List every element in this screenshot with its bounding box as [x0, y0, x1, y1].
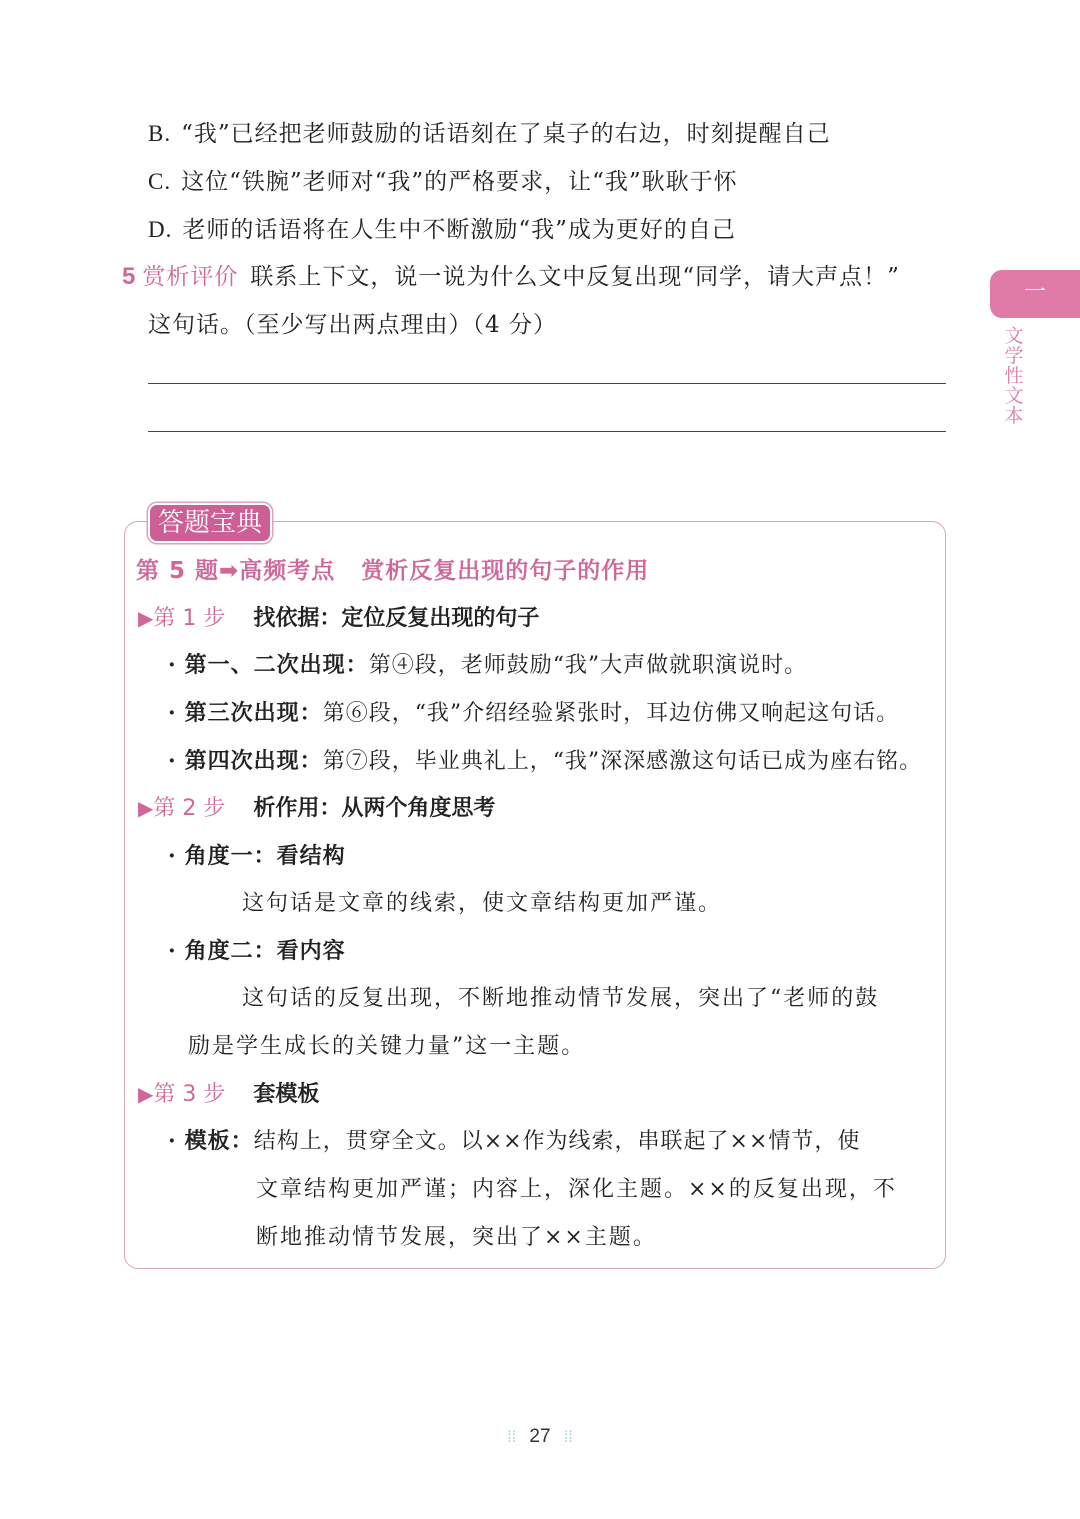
bullet-icon: ·	[168, 700, 177, 726]
option-letter: C.	[148, 169, 172, 194]
step-text: 析作用：从两个角度思考	[253, 796, 496, 821]
item-head: 第三次出现：	[184, 701, 323, 726]
triangle-icon: ▶	[138, 796, 154, 820]
question-number: 5	[122, 263, 137, 290]
list-item	[168, 696, 899, 727]
item-text: 第⑦段，毕业典礼上，“我”深深感激这句话已成为座右铭。	[322, 749, 923, 774]
triangle-icon: ▶	[138, 1082, 154, 1106]
topic-heading	[136, 552, 649, 585]
triangle-icon: ▶	[138, 606, 154, 630]
topic-right: 赏析反复出现的句子的作用	[361, 558, 650, 584]
template-line-2: 文章结构更加严谨；内容上，深化主题。××的反复出现，不	[256, 1177, 897, 1202]
option-text: 这位“铁腕”老师对“我”的严格要求，让“我”耿耿于怀	[181, 169, 738, 195]
bullet-icon: ·	[168, 938, 177, 964]
angle-1	[168, 839, 346, 870]
option-c	[148, 163, 738, 196]
template-head: 模板：	[184, 1129, 254, 1154]
template-line-3: 断地推动情节发展，突出了××主题。	[256, 1225, 657, 1250]
angle-head: 角度二：看内容	[184, 939, 346, 964]
angle-2	[168, 934, 346, 965]
item-head: 第四次出现：	[184, 749, 323, 774]
topic-left: 第 5 题➡高频考点	[136, 558, 336, 584]
section-label: 文学性文本	[1004, 325, 1024, 427]
question-text-line2: 这句话。（至少写出两点理由）（4 分）	[148, 312, 557, 338]
bullet-icon: ·	[168, 652, 177, 678]
angle-1-text: 这句话是文章的线索，使文章结构更加严谨。	[242, 891, 723, 916]
step-text: 套模板	[253, 1082, 320, 1107]
option-d	[148, 211, 736, 244]
step-2	[138, 791, 495, 822]
angle-head: 角度一：看结构	[184, 844, 346, 869]
angle-2-text-line2: 励是学生成长的关键力量”这一主题。	[188, 1034, 586, 1059]
answer-guide-title: 答题宝典	[148, 503, 272, 543]
page-deco-right-icon: ⁞⁞	[563, 1429, 573, 1446]
step-label: 第 1 步	[153, 606, 226, 631]
bullet-icon: ·	[168, 843, 177, 869]
bullet-icon: ·	[168, 748, 177, 774]
angle-2-text-line1: 这句话的反复出现，不断地推动情节发展，突出了“老师的鼓	[242, 986, 880, 1011]
step-label: 第 3 步	[153, 1082, 226, 1107]
option-letter: B.	[148, 121, 172, 146]
section-tab[interactable]: 一	[990, 270, 1080, 318]
page-number: 27	[529, 1426, 551, 1447]
item-head: 第一、二次出现：	[184, 653, 369, 678]
question-tag: 赏析评价	[142, 264, 239, 290]
answer-line-2[interactable]	[148, 431, 946, 432]
step-1	[138, 601, 539, 632]
list-item	[168, 744, 922, 775]
option-text: 老师的话语将在人生中不断激励“我”成为更好的自己	[182, 217, 736, 243]
option-b	[148, 115, 831, 148]
step-3	[138, 1077, 319, 1108]
question-5	[122, 258, 900, 291]
template-text: 结构上，贯穿全文。以××作为线索，串联起了××情节，使	[253, 1129, 861, 1154]
option-text: “我”已经把老师鼓励的话语刻在了桌子的右边，时刻提醒自己	[181, 121, 831, 147]
option-letter: D.	[148, 217, 173, 242]
list-item	[168, 648, 807, 679]
step-text: 找依据：定位反复出现的句子	[253, 606, 540, 631]
page-deco-left-icon: ⁞⁞	[507, 1429, 517, 1446]
template-line-1	[168, 1124, 860, 1155]
item-text: 第⑥段，“我”介绍经验紧张时，耳边仿佛又响起这句话。	[322, 701, 900, 726]
bullet-icon: ·	[168, 1128, 177, 1154]
step-label: 第 2 步	[153, 796, 226, 821]
question-text-line1: 联系上下文，说一说为什么文中反复出现“同学，请大声点！”	[250, 264, 900, 290]
answer-line-1[interactable]	[148, 383, 946, 384]
page-footer	[0, 1426, 1080, 1448]
item-text: 第④段，老师鼓励“我”大声做就职演说时。	[368, 653, 808, 678]
